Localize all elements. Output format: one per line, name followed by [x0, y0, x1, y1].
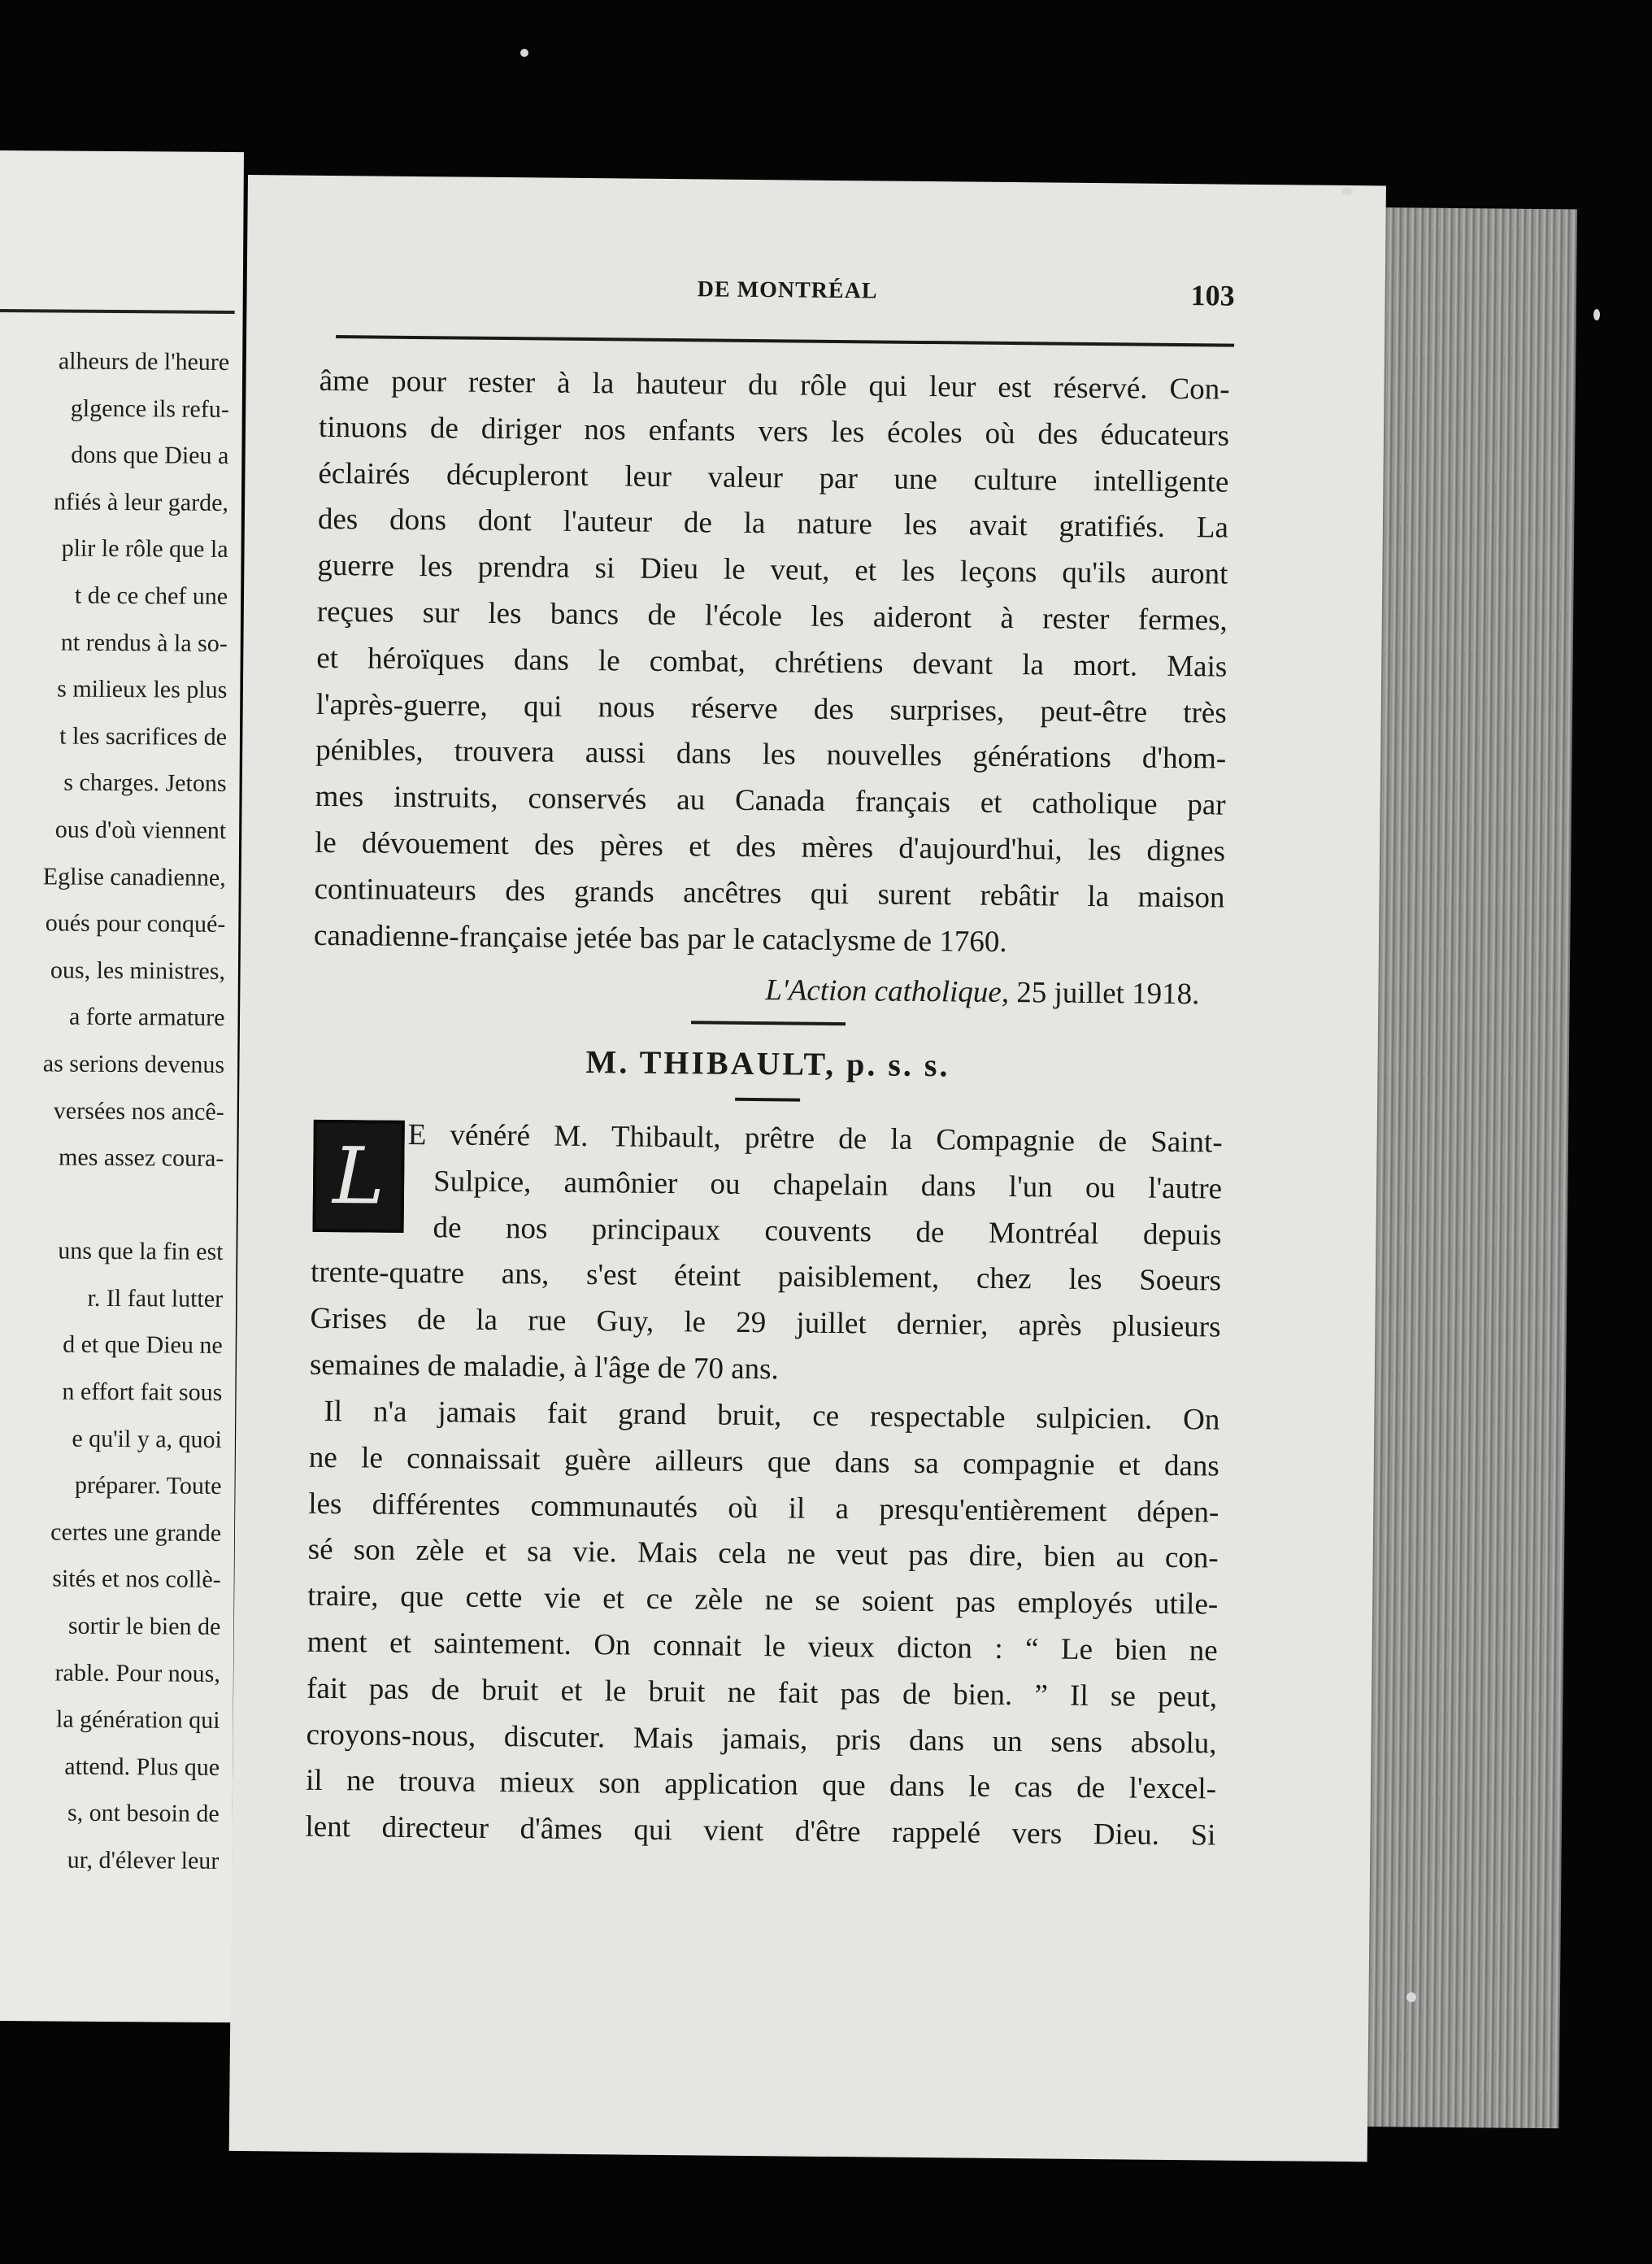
section-divider: [691, 1021, 846, 1026]
left-page-line: s milieux les plus: [57, 675, 228, 704]
heading-underline: [735, 1098, 800, 1102]
left-page-line: e qu'il y a, quoi: [72, 1425, 223, 1453]
paragraph-line: le dévouement des pères et des mères d'aujourd'hui, les dignes: [314, 825, 1226, 869]
paragraph-line: Sulpice, aumônier ou chapelain dans l'un ou l'autre: [433, 1165, 1223, 1206]
left-page-line: a forte armature: [68, 1003, 225, 1032]
article-signature: [313, 962, 1224, 1020]
left-page-line: nt rendus à la so-: [60, 629, 228, 657]
opening-paragraph-continued: [310, 1296, 1221, 1397]
paragraph-line: canadienne-française jetée bas par le cataclysme de 1760.: [313, 918, 1007, 959]
body-text: [305, 359, 1230, 1860]
second-paragraph: [305, 1389, 1219, 1860]
article-heading: M. THIBAULT, p. s. s.: [585, 1043, 950, 1084]
left-page-line: dons que Dieu a: [71, 441, 229, 470]
left-page-line: préparer. Toute: [74, 1471, 222, 1500]
paragraph-line: E vénéré M. Thibault, prêtre de la Compagnie de Saint-: [407, 1118, 1223, 1160]
paragraph-line: l'après-guerre, qui nous réserve des surprises, peut-être très: [315, 687, 1227, 730]
paragraph-line: les différentes communautés où il a presqu'entièrement dépen-: [308, 1487, 1219, 1530]
paragraph-line: Grises de la rue Guy, le 29 juillet dernier, après plusieurs: [310, 1302, 1221, 1344]
signature-source: L'Action catholique,: [765, 973, 1010, 1010]
paragraph-line: continuateurs des grands ancêtres qui surent rebâtir la maison: [314, 872, 1225, 915]
left-page-line: ous, les ministres,: [50, 956, 226, 985]
paragraph-line: pénibles, trouvera aussi dans les nouvelles générations d'hom-: [315, 734, 1227, 776]
left-page-line: mes assez coura-: [59, 1143, 224, 1173]
left-page-line: plir le rôle que la: [61, 534, 228, 564]
left-page-line: n effort fait sous: [62, 1378, 223, 1407]
left-page-line: t les sacrifices de: [59, 722, 228, 751]
paragraph-line: croyons-nous, discuter. Mais jamais, pris dans un sens absolu,: [306, 1718, 1217, 1761]
page-edges: [1355, 207, 1577, 2128]
left-page-line: alheurs de l'heure: [58, 347, 230, 376]
left-page-line: [0, 1181, 224, 1230]
left-page: [0, 150, 244, 2022]
left-page-line: r. Il faut lutter: [87, 1284, 224, 1313]
dust-speck: [1406, 1992, 1416, 2002]
dust-speck: [1341, 187, 1353, 195]
left-page-line: oués pour conqué-: [45, 909, 226, 938]
paragraph-line: lent directeur d'âmes qui vient d'être rappelé vers Dieu. Si: [305, 1809, 1216, 1853]
left-page-line: nfiés à leur garde,: [53, 488, 229, 516]
left-page-line: sortir le bien de: [67, 1612, 221, 1640]
paragraph-line: âme pour rester à la hauteur du rôle qui leur est réservé. Con-: [319, 364, 1230, 407]
paragraph-line: trente-quatre ans, s'est éteint paisiblement, chez les Soeurs: [310, 1256, 1222, 1298]
left-page-line: ur, d'élever leur: [67, 1846, 220, 1874]
left-page-line: la génération qui: [55, 1705, 220, 1735]
paragraph-line: semaines de maladie, à l'âge de 70 ans.: [309, 1348, 780, 1387]
paragraph-line: tinuons de diriger nos enfants vers les écoles où des éducateurs: [318, 410, 1230, 453]
left-page-line: d et que Dieu ne: [63, 1331, 223, 1360]
drop-cap-ornament: [313, 1120, 405, 1233]
left-page-line: as serions devenus: [42, 1050, 225, 1078]
running-title: DE MONTRÉAL: [697, 276, 878, 304]
left-page-line: t de ce chef une: [74, 581, 228, 610]
dust-speck: [520, 49, 528, 57]
paragraph-line: ment et saintement. On connait le vieux dicton : “ Le bien ne: [306, 1625, 1218, 1668]
left-page-line: versées nos ancê-: [53, 1096, 224, 1125]
paragraph-line: des dons dont l'auteur de la nature les avait gratifiés. La: [317, 503, 1229, 545]
left-page-line: ous d'où viennent: [54, 816, 227, 844]
left-page-line: s charges. Jetons: [63, 768, 227, 798]
left-page-line: attend. Plus que: [64, 1752, 220, 1781]
paragraph-line: et héroïques dans le combat, chrétiens devant la mort. Mais: [316, 641, 1228, 684]
paragraph-line: guerre les prendra si Dieu le veut, et les leçons qu'ils auront: [317, 549, 1228, 591]
left-page-line: uns que la fin est: [58, 1237, 224, 1266]
left-page-line: certes une grande: [50, 1518, 222, 1547]
signature-date: 25 juillet 1918.: [1016, 976, 1200, 1012]
left-page-line: Eglise canadienne,: [42, 862, 226, 891]
paragraph-line: de nos principaux couvents de Montréal depuis: [433, 1211, 1222, 1252]
paragraph-line: il ne trouva mieux son application que dans le cas de l'excel-: [305, 1764, 1217, 1806]
left-page-text: [0, 337, 229, 1885]
left-header-rule: [0, 309, 235, 314]
opening-paragraph: [311, 1112, 1223, 1305]
page-number: 103: [1190, 279, 1235, 312]
running-head: [340, 273, 1234, 315]
left-page-line: s, ont besoin de: [67, 1800, 220, 1828]
paragraph-line: fait pas de bruit et le bruit ne fait pas de bien. ” Il se peut,: [306, 1671, 1218, 1714]
continued-paragraph: [314, 359, 1230, 968]
paragraph-line: éclairés décupleront leur valeur par une culture intelligente: [318, 456, 1229, 499]
paragraph-line: sé son zèle et sa vie. Mais cela ne veut pas dire, bien au con-: [307, 1533, 1219, 1575]
paragraph-line: mes instruits, conservés au Canada français et catholique par: [315, 780, 1226, 822]
dust-speck: [1593, 309, 1600, 320]
drop-cap-letter: L: [332, 1130, 385, 1223]
paragraph-line: traire, que cette vie et ce zèle ne se soient pas employés utile-: [307, 1578, 1219, 1622]
paragraph-line: Il n'a jamais fait grand bruit, ce respectable sulpicien. On: [324, 1394, 1220, 1437]
left-page-line: sités et nos collè-: [52, 1565, 221, 1594]
left-page-line: glgence ils refu-: [70, 394, 229, 423]
left-page-line: rable. Pour nous,: [54, 1659, 221, 1687]
header-rule: [336, 335, 1234, 347]
right-page: [229, 175, 1386, 2162]
paragraph-line: reçues sur les bancs de l'école les aideront à rester fermes,: [316, 594, 1228, 638]
paragraph-line: ne le connaissait guère ailleurs que dans sa compagnie et dans: [308, 1440, 1220, 1483]
